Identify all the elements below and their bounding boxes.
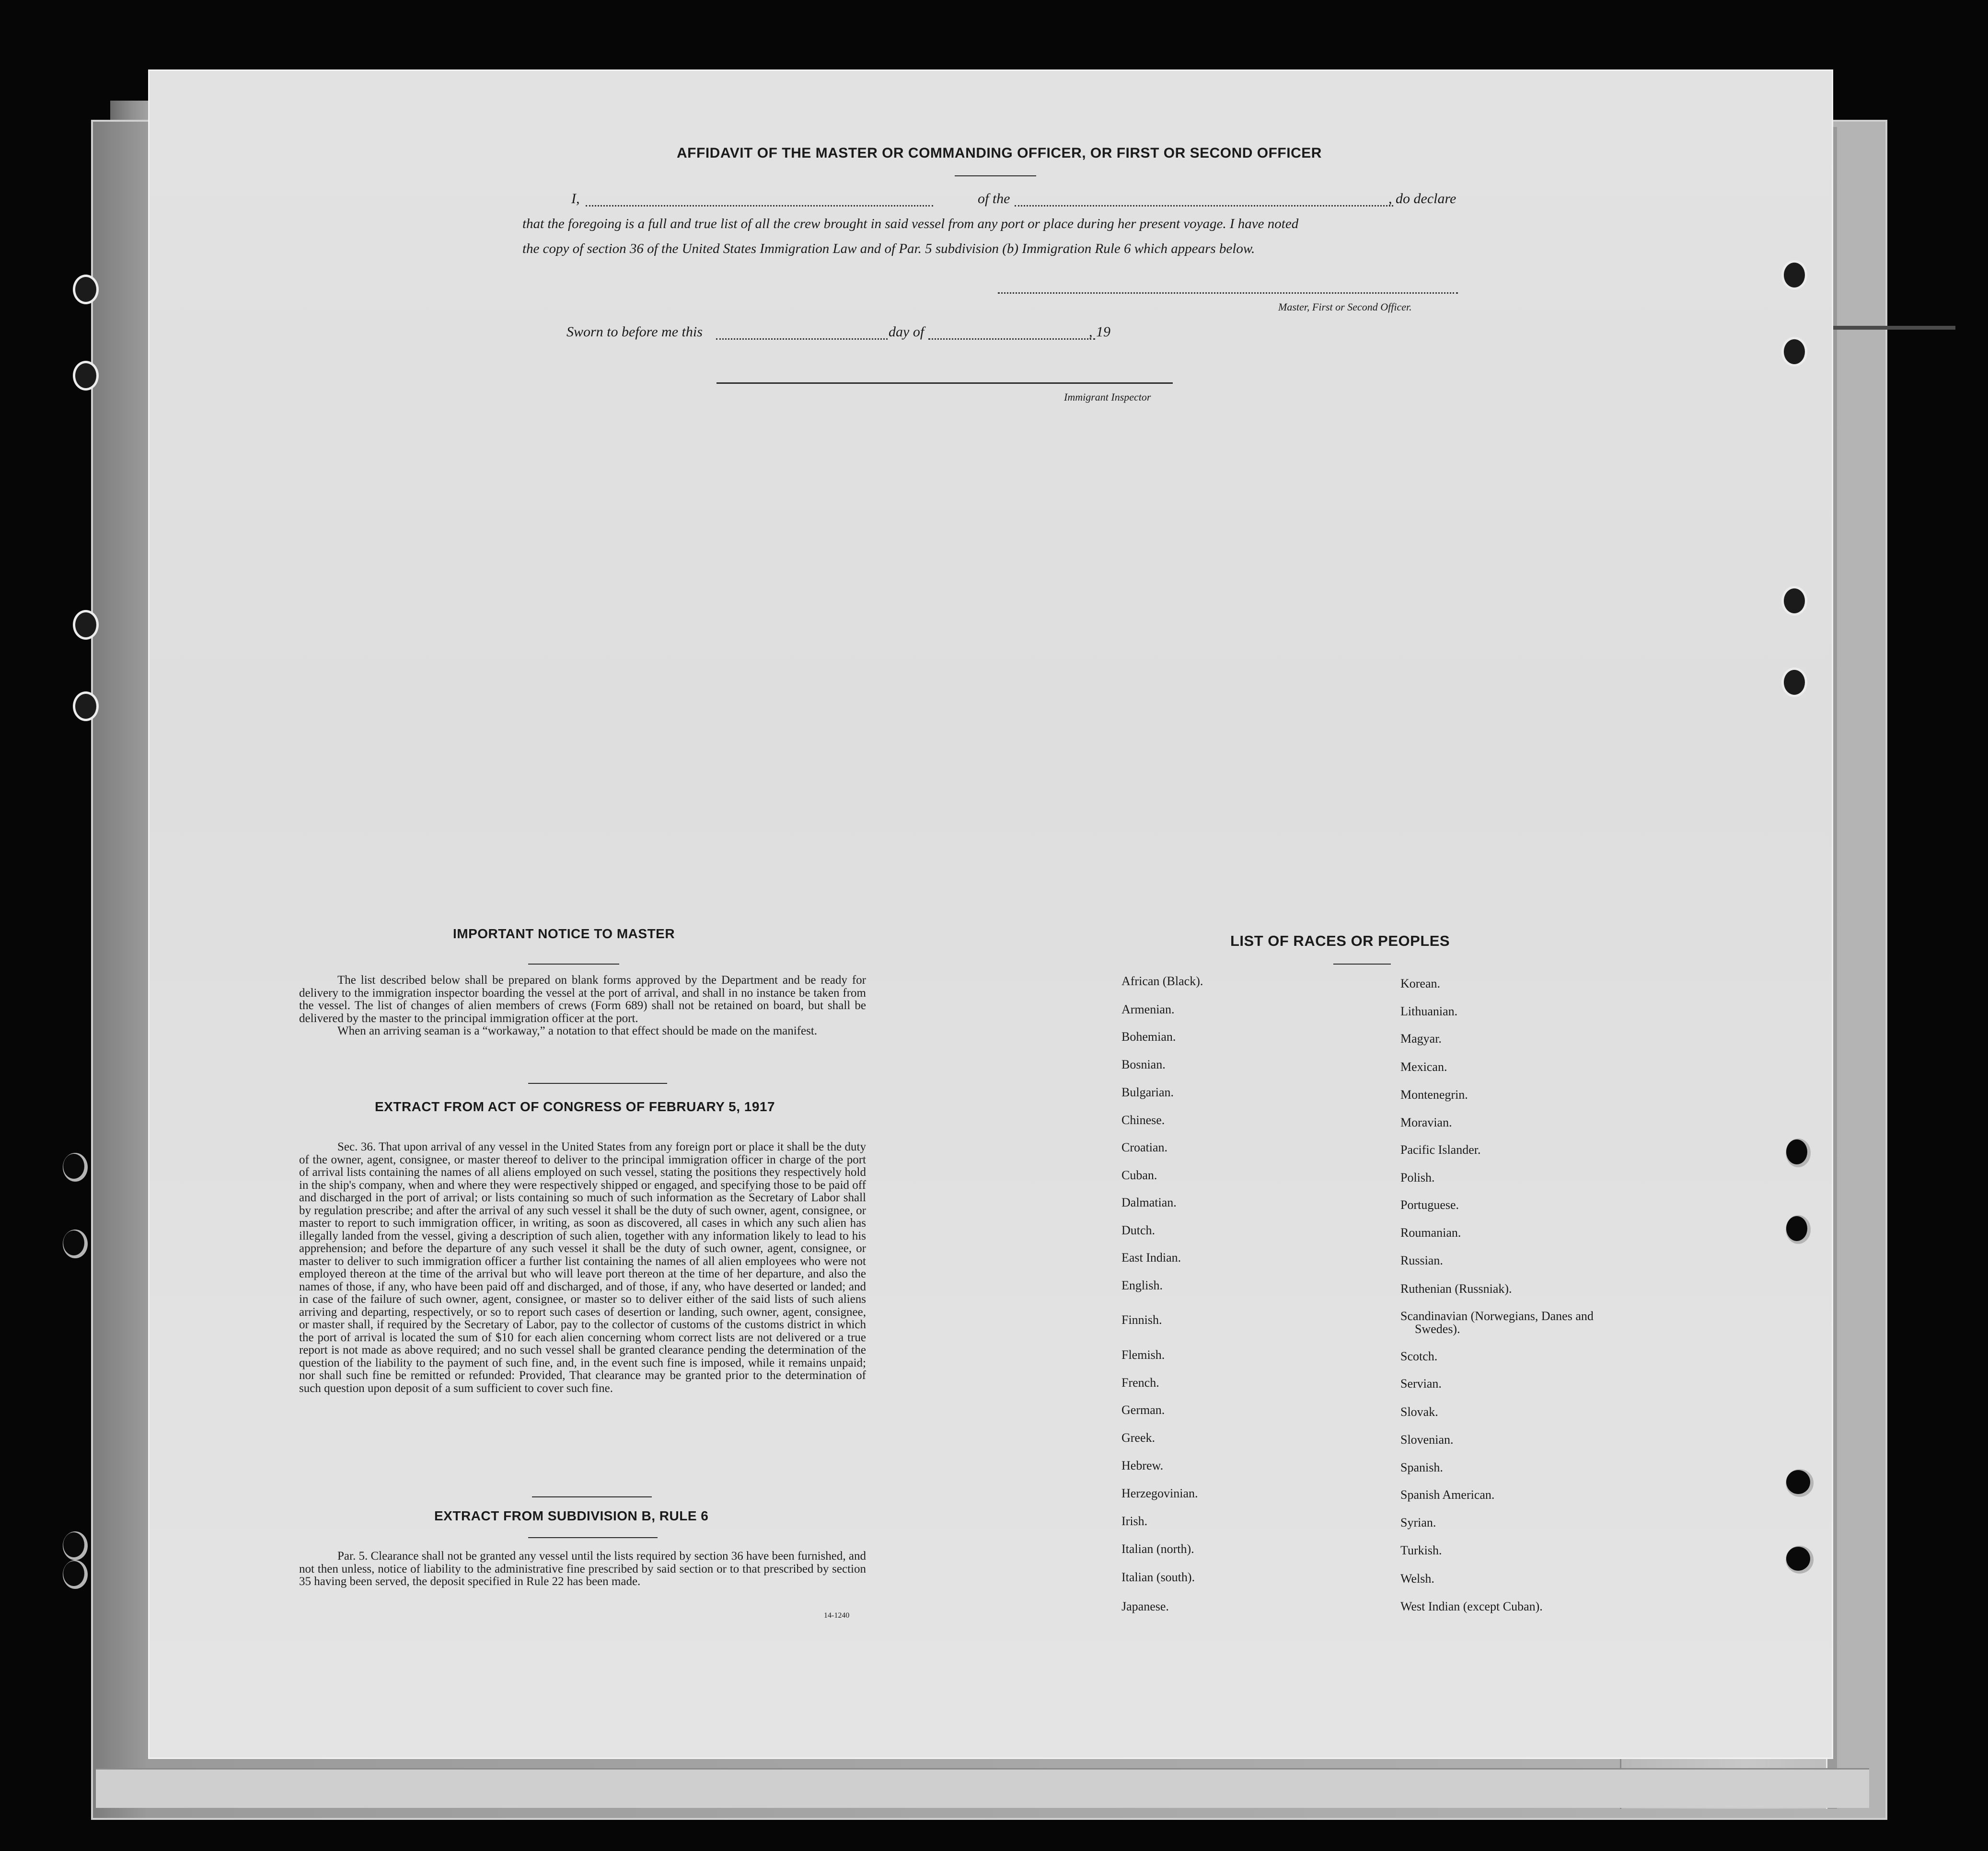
affidavit-title: AFFIDAVIT OF THE MASTER OR COMMANDING OFFICER, OR FIRST OR SECOND OFFICER bbox=[677, 145, 1322, 161]
punch-hole-icon bbox=[1786, 1470, 1810, 1494]
underlying-sheet-rule bbox=[1831, 326, 1955, 330]
act-section-36 bbox=[299, 1141, 866, 1395]
underlying-sheet-bottom bbox=[96, 1768, 1869, 1808]
affidavit-line-3: the copy of section 36 of the United States Immigration Law and of Par. 5 subdivision (b) Immigration Rule 6 which appears below. bbox=[522, 241, 1255, 256]
sworn-day-blank bbox=[716, 338, 888, 340]
sworn-year: , 19 bbox=[1089, 324, 1110, 340]
race-item: West Indian (except Cuban). bbox=[1400, 1599, 1543, 1613]
punch-hole-icon bbox=[75, 363, 96, 388]
race-item: Servian. bbox=[1400, 1377, 1442, 1391]
race-item: Scandinavian (Norwegians, Danes and Swedes). bbox=[1400, 1309, 1594, 1336]
races-title: LIST OF RACES OR PEOPLES bbox=[1230, 932, 1450, 949]
punch-hole-icon bbox=[1784, 339, 1805, 364]
race-item: Korean. bbox=[1400, 977, 1441, 990]
punch-hole-icon bbox=[63, 1532, 84, 1557]
punch-hole-icon bbox=[1784, 588, 1805, 613]
race-item: Welsh. bbox=[1400, 1572, 1434, 1586]
sworn-prefix: Sworn to before me this bbox=[566, 324, 703, 340]
race-item: German. bbox=[1121, 1403, 1165, 1417]
affidavit-vessel-blank bbox=[1015, 205, 1393, 207]
rule-title: EXTRACT FROM SUBDIVISION B, RULE 6 bbox=[434, 1508, 709, 1523]
affidavit-declare: , do declare bbox=[1388, 191, 1456, 207]
race-item: Irish. bbox=[1121, 1514, 1148, 1528]
race-item: Bohemian. bbox=[1121, 1030, 1176, 1044]
affidavit-i: I, bbox=[571, 191, 580, 207]
punch-hole-icon bbox=[63, 1561, 84, 1586]
race-item: Roumanian. bbox=[1400, 1226, 1461, 1240]
race-item: Hebrew. bbox=[1121, 1459, 1164, 1472]
punch-hole-icon bbox=[75, 612, 96, 637]
affidavit-of-the: of the bbox=[978, 191, 1010, 207]
race-item: Russian. bbox=[1400, 1253, 1443, 1267]
rule-paragraph bbox=[299, 1550, 866, 1588]
race-item: French. bbox=[1121, 1376, 1159, 1390]
punch-hole-icon bbox=[1786, 1216, 1807, 1241]
race-item: Cuban. bbox=[1121, 1168, 1157, 1182]
notice-paragraph-2: When an arriving seaman is a “workaway,” a notation to that effect should be made on the manifest. bbox=[337, 1024, 818, 1037]
rule-top-rule bbox=[532, 1496, 652, 1497]
race-item: Ruthenian (Russniak). bbox=[1400, 1282, 1512, 1296]
inspector-signature-line bbox=[717, 382, 1173, 384]
punch-hole-icon bbox=[1786, 1139, 1807, 1164]
act-top-rule bbox=[528, 1083, 667, 1084]
punch-hole-icon bbox=[75, 694, 96, 719]
race-item: Turkish. bbox=[1400, 1543, 1442, 1557]
form-number: 14-1240 bbox=[824, 1611, 850, 1620]
sworn-month-blank bbox=[928, 338, 1095, 340]
affidavit-title-rule bbox=[955, 175, 1036, 176]
race-item: African (Black). bbox=[1121, 974, 1203, 988]
punch-hole-icon bbox=[75, 277, 96, 302]
race-item: Polish. bbox=[1400, 1171, 1435, 1184]
race-item: Bosnian. bbox=[1121, 1058, 1166, 1071]
notice-title-rule bbox=[528, 964, 619, 965]
punch-hole-icon bbox=[63, 1230, 84, 1255]
race-item: Magyar. bbox=[1400, 1032, 1442, 1046]
race-item: Syrian. bbox=[1400, 1516, 1436, 1529]
race-item: Bulgarian. bbox=[1121, 1085, 1174, 1099]
signature-line bbox=[998, 292, 1458, 294]
punch-hole-icon bbox=[63, 1154, 84, 1179]
race-item: English. bbox=[1121, 1278, 1163, 1292]
signature-caption: Master, First or Second Officer. bbox=[1278, 301, 1412, 313]
race-item: Portuguese. bbox=[1400, 1198, 1459, 1212]
race-item: Finnish. bbox=[1121, 1313, 1162, 1327]
race-item: Moravian. bbox=[1400, 1115, 1452, 1129]
race-item: Chinese. bbox=[1121, 1113, 1165, 1127]
affidavit-name-blank bbox=[586, 205, 933, 207]
notice-paragraph-1: The list described below shall be prepared on blank forms approved by the Department and be ready for delivery to the immigration inspector boarding the vessel at the port of arrival, and shall in no instance be taken from the vessel. The list of changes of alien members of crews (Form 689) shall not be retained on board, but shall be delivered by the master to the principal immigration officer at the port. bbox=[299, 974, 866, 1025]
punch-hole-icon bbox=[1784, 670, 1805, 695]
race-item: Dalmatian. bbox=[1121, 1196, 1177, 1209]
punch-hole-icon bbox=[1786, 1547, 1810, 1571]
race-item: Dutch. bbox=[1121, 1223, 1156, 1237]
manifest-page bbox=[150, 71, 1832, 1758]
sworn-day: day of bbox=[889, 324, 925, 340]
race-item: Slovak. bbox=[1400, 1405, 1438, 1419]
affidavit-line-2: that the foregoing is a full and true list of all the crew brought in said vessel from any port or place during her present voyage. I have noted bbox=[522, 216, 1299, 231]
race-item: Spanish. bbox=[1400, 1460, 1443, 1474]
races-title-rule bbox=[1333, 964, 1391, 965]
race-item: Japanese. bbox=[1121, 1599, 1169, 1613]
race-item: Croatian. bbox=[1121, 1140, 1168, 1154]
act-title: EXTRACT FROM ACT OF CONGRESS OF FEBRUARY 5, 1917 bbox=[375, 1099, 775, 1114]
race-item: Lithuanian. bbox=[1400, 1004, 1458, 1018]
race-item: Italian (south). bbox=[1121, 1570, 1195, 1584]
notice-text bbox=[299, 974, 866, 1038]
race-item: Pacific Islander. bbox=[1400, 1143, 1481, 1157]
rule-paragraph-text: Par. 5. Clearance shall not be granted any vessel until the lists required by section 36 have been furnished, and not then unless, notice of liability to the administrative fine prescribed by said section or to that prescribed by section 35 having been served, the deposit specified in Rule 22 has been made. bbox=[299, 1550, 866, 1588]
race-item: Herzegovinian. bbox=[1121, 1486, 1198, 1500]
act-section-36-text: Sec. 36. That upon arrival of any vessel in the United States from any foreign port or place it shall be the duty of the owner, agent, consignee, or master thereof to deliver to the principal immigration officer in charge of the port of arrival lists containing the names of all aliens employed on such vessel, stating the positions they respectively hold in the ship's company, when and where they were respectively shipped or engaged, and specifying those to be paid off and discharged in the port of arrival; or lists containing so much of such information as the Secretary of Labor shall by regulation prescribe; and after the arrival of any such vessel it shall be the duty of such owner, agent, consignee, or master to report to such immigration officer, in writing, as soon as discovered, all cases in which any such alien has illegally landed from the vessel, giving a description of such alien, together with any information likely to lead to his apprehension; and before the departure of any such vessel it shall be the duty of such owner, agent, consignee, or master to deliver to such immigration officer a further list containing the names of all alien employees who were not employed thereon at the time of the arrival but who will leave port thereon at the time of her departure, and also the names of those, if any, who have been paid off and discharged, and of those, if any, who have deserted or landed; and in case of the failure of such owner, agent, consignee, or master so to deliver either of the said lists of such aliens arriving and departing, respectively, or so to report such cases of desertion or landing, such owner, agent, consignee, or master shall, if required by the Secretary of Labor, pay to the collector of customs of the customs district in which the port of arrival is located the sum of $10 for each alien concerning whom correct lists are not delivered or a true report is not made as above required; and no such vessel shall be granted clearance pending the determination of the question of the liability to the payment of such fine, and, in the event such fine is imposed, while it remains unpaid; nor shall such fine be remitted or refunded: Provided, That clearance may be granted prior to the determination of such question upon deposit of a sum sufficient to cover such fine. bbox=[299, 1140, 866, 1395]
race-item: Italian (north). bbox=[1121, 1542, 1194, 1556]
race-item: Mexican. bbox=[1400, 1060, 1447, 1074]
race-item: East Indian. bbox=[1121, 1251, 1181, 1265]
race-item: Montenegrin. bbox=[1400, 1088, 1468, 1102]
race-item: Armenian. bbox=[1121, 1002, 1175, 1016]
rule-title-rule bbox=[528, 1537, 658, 1538]
inspector-caption: Immigrant Inspector bbox=[1064, 391, 1151, 403]
race-item: Greek. bbox=[1121, 1431, 1156, 1445]
race-item: Flemish. bbox=[1121, 1348, 1165, 1362]
race-item: Slovenian. bbox=[1400, 1433, 1454, 1447]
punch-hole-icon bbox=[1784, 263, 1805, 287]
notice-title: IMPORTANT NOTICE TO MASTER bbox=[453, 926, 675, 941]
race-item: Scotch. bbox=[1400, 1349, 1438, 1363]
race-item: Spanish American. bbox=[1400, 1488, 1495, 1502]
